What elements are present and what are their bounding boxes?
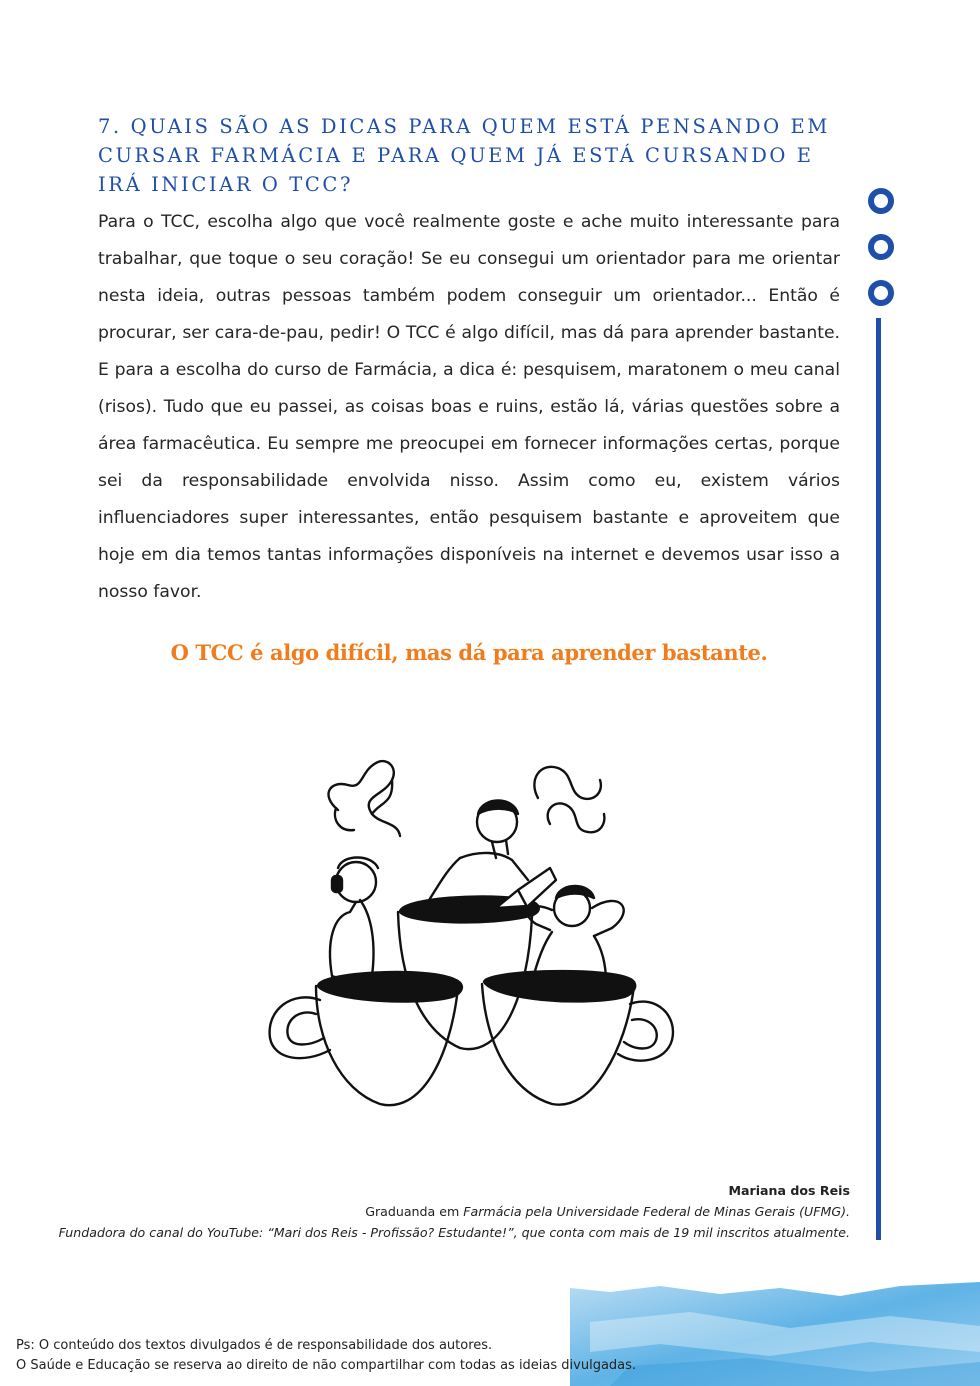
ring-icon: [868, 280, 894, 306]
coffee-cups-illustration: [260, 740, 680, 1130]
author-degree-prefix: Graduanda em: [365, 1204, 464, 1219]
footer-line-2: O Saúde e Educação se reserva ao direito de não compartilhar com todas as ideias divulgadas.: [16, 1358, 637, 1373]
pull-quote: O TCC é algo difícil, mas dá para aprender bastante.: [170, 640, 768, 665]
author-channel-text: Fundadora do canal do YouTube: “Mari dos Reis - Profissão? Estudante!”, que conta com mais de 19 mil inscritos atualmente.: [58, 1225, 850, 1240]
author-degree: [59, 1201, 850, 1222]
author-channel: [59, 1222, 850, 1243]
footer-line-1: Ps: O conteúdo dos textos divulgados é de responsabilidade dos autores.: [16, 1338, 493, 1353]
vertical-divider: [876, 318, 881, 1240]
body-paragraph: Para o TCC, escolha algo que você realmente goste e ache muito interessante para trabalhar, que toque o seu coração! Se eu consegui um orientador para me orientar nesta ideia, outras pessoas também podem conseguir um orientador... Então é procurar, ser cara-de-pau, pedir! O TCC é algo difícil, mas dá para aprender bastante. E para a escolha do curso de Farmácia, a dica é: pesquisem, maratonem o meu canal (risos). Tudo que eu passei, as coisas boas e ruins, estão lá, várias questões sobre a área farmacêutica. Eu sempre me preocupei em fornecer informações certas, porque sei da responsabilidade envolvida nisso. Assim como eu, existem vários influenciadores super interessantes, então pesquisem bastante e aproveitem que hoje em dia temos tantas informações disponíveis na internet e devemos usar isso a nosso favor.: [98, 212, 840, 602]
section-heading: 7. QUAIS SÃO AS DICAS PARA QUEM ESTÁ PENSANDO EM CURSAR FARMÁCIA E PARA QUEM JÁ ESTÁ CURSANDO E IRÁ INICIAR O TCC?: [98, 115, 830, 196]
footer-note: [16, 1336, 636, 1376]
ring-icon: [868, 234, 894, 260]
author-name: Mariana dos Reis: [728, 1183, 850, 1198]
author-degree-institution: Farmácia pela Universidade Federal de Minas Gerais (UFMG).: [463, 1204, 850, 1219]
author-credits: [59, 1180, 850, 1243]
ring-icon: [868, 188, 894, 214]
